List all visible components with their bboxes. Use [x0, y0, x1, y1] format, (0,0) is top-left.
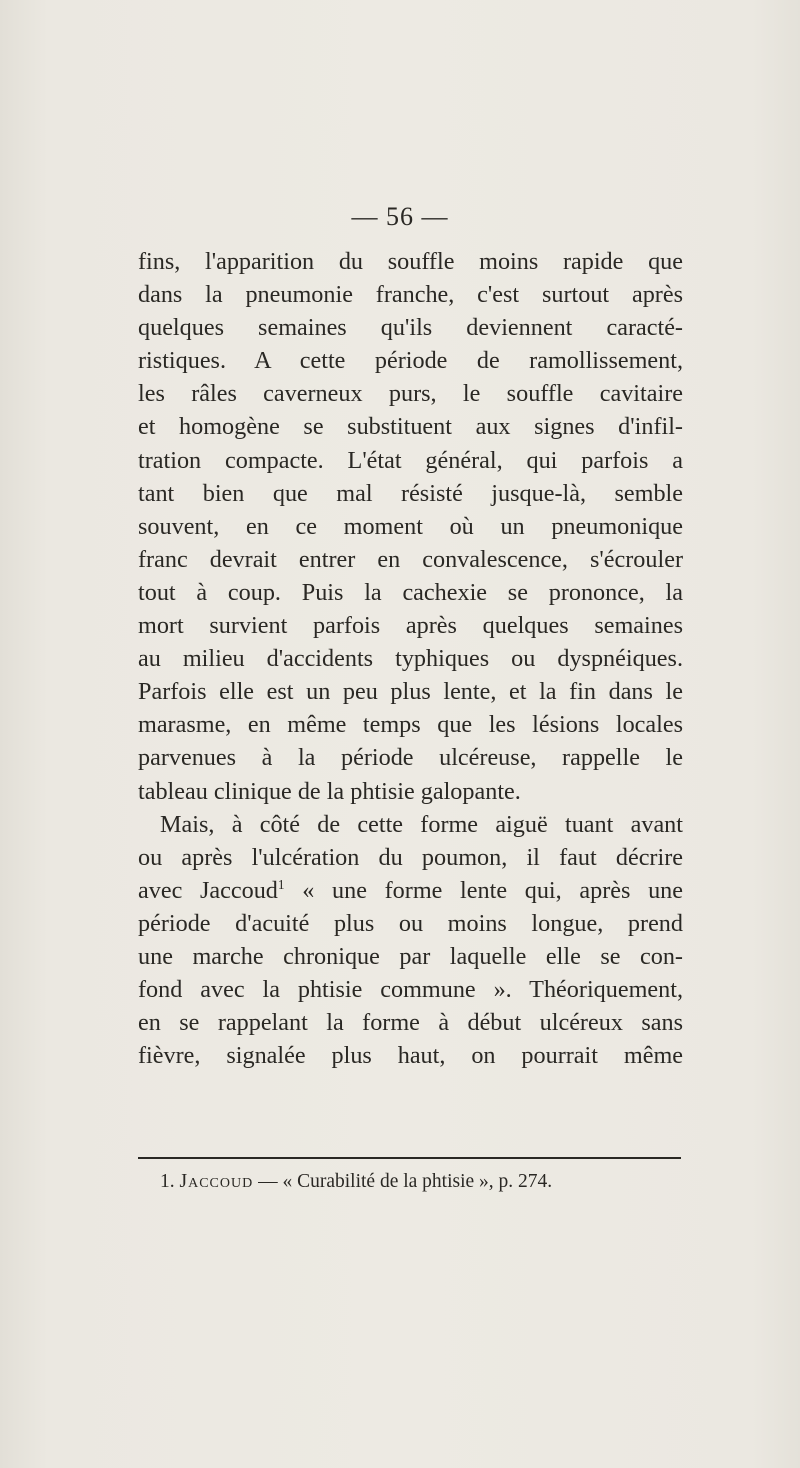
text-line: ristiques. A cette période de ramollissement,	[138, 347, 683, 375]
text-line: fins, l'apparition du souffle moins rapide que	[138, 248, 683, 275]
footnote	[160, 1171, 552, 1193]
text-line: fièvre, signalée plus haut, on pourrait même	[138, 1042, 683, 1070]
text-line: franc devrait entrer en convalescence, s'écrouler	[138, 545, 683, 573]
text-fragment: une forme lente qui, après une	[332, 876, 684, 904]
body-text	[138, 245, 683, 1072]
text-line: en se rappelant la forme à début ulcéreux sans	[138, 1009, 683, 1037]
text-line: une marche chronique par laquelle elle se con-	[138, 942, 683, 970]
text-line: dans la pneumonie franche, c'est surtout après	[138, 281, 683, 309]
text-fragment: avec Jaccoud	[138, 876, 278, 904]
footnote-text: — « Curabilité de la phtisie », p. 274.	[258, 1171, 553, 1192]
footnote-marker: 1	[277, 876, 285, 892]
text-line: tout à coup. Puis la cachexie se prononce, la	[138, 578, 683, 606]
footnote-divider	[138, 1157, 681, 1159]
text-line: tant bien que mal résisté jusque-là, semble	[138, 479, 683, 507]
text-line: souvent, en ce moment où un pneumonique	[138, 512, 683, 540]
text-line: au milieu d'accidents typhiques ou dyspnéiques.	[138, 645, 683, 673]
text-line: parvenues à la période ulcéreuse, rappelle le	[138, 744, 683, 772]
footnote-number: 1.	[160, 1171, 175, 1192]
text-line: ou après l'ulcération du poumon, il faut décrire	[138, 843, 683, 871]
footnote-author: Jaccoud	[179, 1171, 254, 1192]
text-line: les râles caverneux purs, le souffle cavitaire	[138, 380, 683, 408]
text-line: Mais, à côté de cette forme aiguë tuant avant	[160, 810, 683, 838]
page-number: — 56 —	[351, 202, 449, 231]
text-line: période d'acuité plus ou moins longue, prend	[138, 909, 683, 937]
text-line: Parfois elle est un peu plus lente, et la fin dans le	[138, 678, 683, 706]
text-line: quelques semaines qu'ils deviennent caracté-	[138, 314, 683, 342]
text-line: mort survient parfois après quelques semaines	[138, 612, 683, 640]
text-line: fond avec la phtisie commune ». Théoriquement,	[138, 976, 683, 1004]
quote-mark: «	[302, 876, 315, 904]
text-line: et homogène se substituent aux signes d'infil-	[138, 413, 683, 441]
text-line-with-footnote	[138, 874, 683, 907]
text-line: marasme, en même temps que les lésions locales	[138, 711, 683, 739]
text-line: tableau clinique de la phtisie galopante.	[138, 777, 521, 805]
text-line: tration compacte. L'état général, qui parfois a	[138, 446, 683, 474]
